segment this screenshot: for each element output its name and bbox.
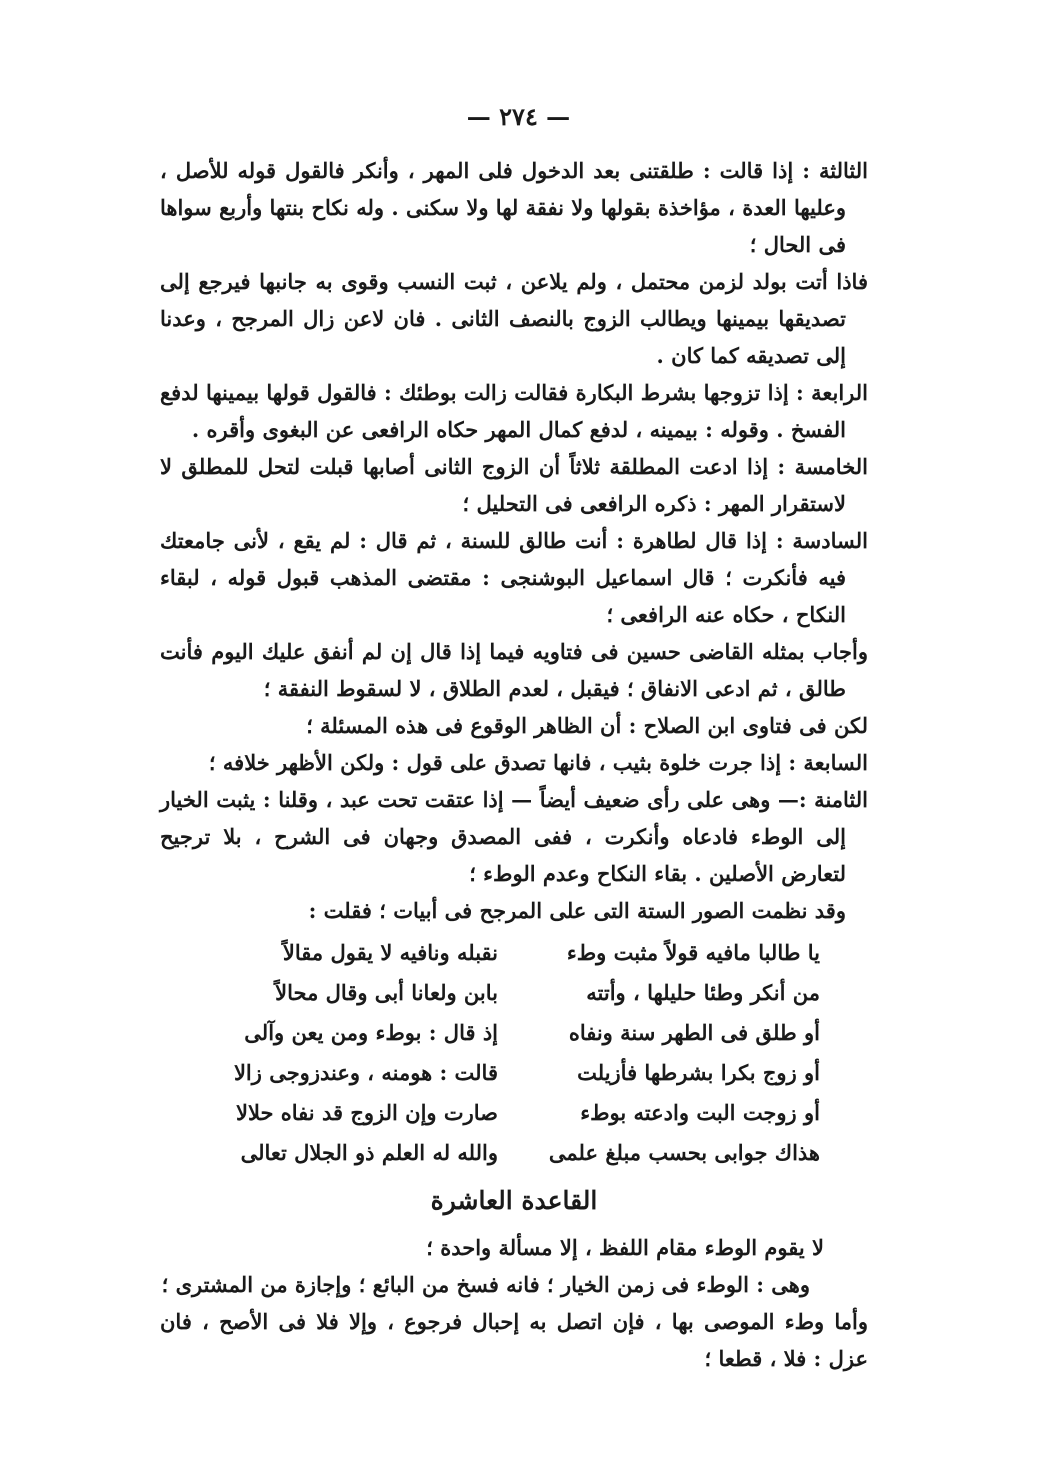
poem-hemistich-first: أو زوج بكرا بشرطها فأزيلت <box>577 1060 820 1085</box>
poem-verse <box>160 1053 868 1093</box>
poem-verse <box>160 1013 868 1053</box>
rule-explanation: وهى : الوطء فى زمن الخيار ؛ فانه فسخ من البائع ؛ وإجازة من المشترى ؛ <box>161 1272 810 1297</box>
poem-hemistich-first: أو طلق فى الطهر سنة ونفاه <box>568 1020 820 1045</box>
verse-intro: وقد نظمت الصور الستة التى على المرجح فى أبيات ؛ فقلت : <box>308 898 846 923</box>
poem-hemistich-second: قالت : هومنه ، وعندزوجى زالا <box>233 1060 498 1085</box>
page-number: — ٢٧٤ — <box>466 102 571 131</box>
poem-hemistich-second: والله له العلم ذو الجلال تعالى <box>240 1140 498 1165</box>
paragraph-seventh: السابعة : إذا جرت خلوة بثيب ، فانها تصدق على قول : ولكن الأظهر خلافه ؛ <box>208 750 868 775</box>
paragraph-sixth: السادسة : إذا قال لطاهرة : أنت طالق للسنة ، ثم قال : لم يقع ، لأنى جامعتك فيه فأنكرت ؛ قال اسماعيل البوشنجى : مقتضى المذهب قبول قوله ، لبقاء النكاح ، حكاه عنه الرافعى ؛ <box>160 528 868 627</box>
poem-hemistich-second: بابن ولعانا أبى وقال محالاً <box>275 980 498 1005</box>
rule-bequest: وأما وطء الموصى بها ، فإن اتصل به إحبال فرجوع ، وإلا فلا فى الأصح ، فان عزل : فلا ، قطعا ؛ <box>160 1309 868 1371</box>
poem-hemistich-second: إذ قال : بوطء ومن يعن وآلى <box>244 1020 498 1045</box>
poem-verse <box>160 973 868 1013</box>
poem-verse <box>160 1133 868 1173</box>
paragraph-qadi-husayn: وأجاب بمثله القاضى حسين فى فتاويه فيما إذا قال إن لم أنفق عليك اليوم فأنت طالق ، ثم ادعى الانفاق ؛ فيقبل ، لعدم الطلاق ، لا لسقوط النفقة ؛ <box>160 639 868 701</box>
paragraph-third: الثالثة : إذا قالت : طلقتنى بعد الدخول فلى المهر ، وأنكر فالقول قوله للأصل ، وعليها العدة ، مؤاخذة بقولها ولا نفقة لها ولا سكنى . وله نكاح بنتها وأربع سواها فى الحال ؛ <box>160 158 868 257</box>
paragraph-ibn-salah: لكن فى فتاوى ابن الصلاح : أن الظاهر الوقوع فى هذه المسئلة ؛ <box>306 713 868 738</box>
poem-verse <box>160 1093 868 1133</box>
poem-hemistich-first: أو زوجت البت وادعته بوطء <box>580 1100 820 1125</box>
poem-hemistich-first: هذاك جوابى بحسب مبلغ علمى <box>548 1140 820 1165</box>
poem-hemistich-second: صارت وإن الزوج قد نفاه حلالا <box>235 1100 498 1125</box>
poem-hemistich-second: نقبله ونافيه لا يقول مقالاً <box>282 940 498 965</box>
paragraph-fifth: الخامسة : إذا ادعت المطلقة ثلاثاً أن الزوج الثانى أصابها قبلت لتحل للمطلق لا لاستقرار المهر : ذكره الرافعى فى التحليل ؛ <box>160 454 868 516</box>
poem-hemistich-first: يا طالبا مافيه قولاً مثبت وطء <box>566 940 820 965</box>
paragraph-fourth: الرابعة : إذا تزوجها بشرط البكارة فقالت زالت بوطئك : فالقول قولها بيمينها لدفع الفسخ . وقوله : بيمينه ، لدفع كمال المهر حكاه الرافعى عن البغوى وأقره . <box>160 380 868 442</box>
poem-hemistich-first: من أنكر وطئا حليلها ، وأتته <box>586 980 820 1005</box>
paragraph-third-continued: فاذا أتت بولد لزمن محتمل ، ولم يلاعن ، ثبت النسب وقوى به جانبها فيرجع إلى تصديقها بيمينها ويطالب الزوج بالنصف الثانى . فان لاعن زال المرجح ، وعدنا إلى تصديقه كما كان . <box>160 269 868 368</box>
main-text-block <box>160 152 868 1377</box>
poem-verse <box>160 933 868 973</box>
poem <box>160 933 868 1173</box>
section-heading: القاعدة العاشرة <box>430 1186 598 1215</box>
paragraph-eighth: الثامنة :— وهى على رأى ضعيف أيضاً — إذا عتقت تحت عبد ، وقلنا : يثبت الخيار إلى الوطء فادعاه وأنكرت ، ففى المصدق وجهان فى الشرح ، بلا ترجيح لتعارض الأصلين . بقاء النكاح وعدم الوطء ؛ <box>160 787 868 886</box>
rule-statement: لا يقوم الوطء مقام اللفظ ، إلا مسألة واحدة ؛ <box>426 1235 824 1260</box>
